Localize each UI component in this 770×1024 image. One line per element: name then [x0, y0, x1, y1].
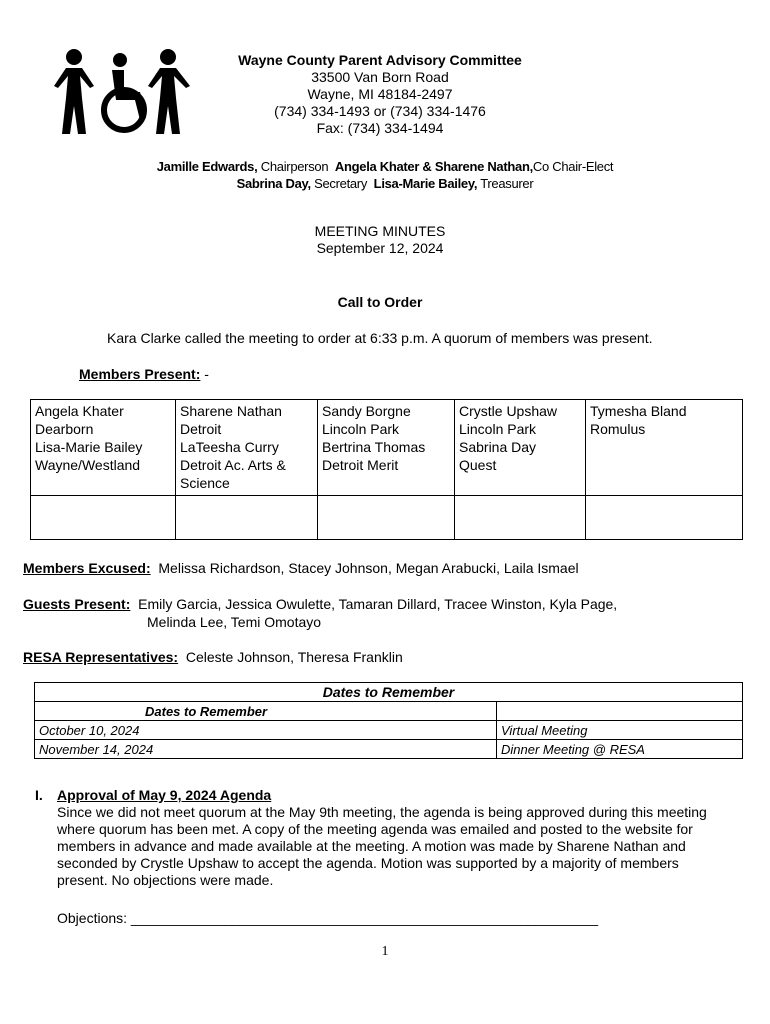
members-present-heading [79, 366, 209, 383]
cochair-role: Co Chair-Elect [532, 159, 614, 174]
member-cell-4: Crystle Upshaw Lincoln Park Sabrina Day Quest [455, 400, 586, 496]
secretary-name: Sabrina Day, [236, 176, 311, 191]
officers-block [60, 158, 710, 192]
table-row [35, 683, 743, 702]
resa-line [23, 649, 403, 666]
address-line-1: 33500 Van Born Road [311, 69, 449, 85]
empty-cell [455, 496, 586, 540]
empty-cell [176, 496, 318, 540]
minutes-title-block [200, 223, 560, 257]
resa-label: RESA Representatives: [23, 649, 179, 665]
empty-cell [586, 496, 743, 540]
guests-present-line-1: Emily Garcia, Jessica Owulette, Tamaran Dillard, Tracee Winston, Kyla Page, [138, 596, 618, 612]
dates-table-subtitle: Dates to Remember [35, 702, 497, 721]
section-body: Since we did not meet quorum at the May 9th meeting, the agenda is being approved during this meeting where quorum has been met. A copy of the meeting agenda was emailed and posted to the website for members in advance and made available at the meeting. A motion was made by Sharene Nathan and seconded by Crystle Upshaw to accept the agenda. Motion was supported by a majority of members present. No objections were made. [57, 804, 707, 888]
guests-present-line-2: Melinda Lee, Temi Omotayo [147, 614, 322, 630]
treasurer-name: Lisa-Marie Bailey, [373, 176, 478, 191]
empty-cell [31, 496, 176, 540]
members-excused-label: Members Excused: [23, 560, 151, 576]
guests-present-label: Guests Present: [23, 596, 131, 612]
members-present-table [30, 399, 743, 540]
chair-role: Chairperson [257, 159, 329, 174]
cochair-names: Angela Khater & Sharene Nathan, [334, 159, 533, 174]
member-cell-5: Tymesha Bland Romulus [586, 400, 743, 496]
member-cell-1: Angela Khater Dearborn Lisa-Marie Bailey Wayne/Westland [31, 400, 176, 496]
page-number: 1 [381, 944, 389, 959]
members-present-suffix: - [200, 366, 209, 382]
table-row [35, 740, 743, 759]
table-row [35, 721, 743, 740]
guests-present-line [23, 596, 617, 613]
address-line-2: Wayne, MI 48184-2497 [307, 86, 453, 102]
table-row [35, 702, 743, 721]
section-title: Approval of May 9, 2024 Agenda [57, 787, 272, 803]
committee-logo [52, 48, 192, 134]
date-cell: November 14, 2024 [35, 740, 497, 759]
secretary-role: Secretary [310, 176, 368, 191]
chair-name: Jamille Edwards, [156, 159, 258, 174]
table-row [31, 496, 743, 540]
letterhead [200, 52, 560, 137]
treasurer-role: Treasurer [477, 176, 534, 191]
org-name: Wayne County Parent Advisory Committee [238, 52, 522, 68]
section-number: I. [35, 787, 43, 803]
section-approval-agenda [35, 787, 735, 897]
members-present-label: Members Present: [79, 366, 201, 382]
fax-line: Fax: (734) 334-1494 [316, 120, 444, 136]
date-cell: October 10, 2024 [35, 721, 497, 740]
empty-cell [497, 702, 743, 721]
members-excused-line [23, 560, 579, 577]
phone-line: (734) 334-1493 or (734) 334-1476 [274, 103, 486, 119]
member-cell-3: Sandy Borgne Lincoln Park Bertrina Thomas Detroit Merit [318, 400, 455, 496]
event-cell: Dinner Meeting @ RESA [497, 740, 743, 759]
dates-table [34, 682, 743, 759]
table-row [31, 400, 743, 496]
resa-text: Celeste Johnson, Theresa Franklin [185, 649, 403, 665]
dates-table-title: Dates to Remember [35, 683, 743, 702]
members-excused-text: Melissa Richardson, Stacey Johnson, Megan Arabucki, Laila Ismael [158, 560, 579, 576]
call-to-order-heading: Call to Order [337, 294, 423, 310]
objections-line: Objections: ____________________________________________________________ [57, 910, 599, 926]
event-cell: Virtual Meeting [497, 721, 743, 740]
member-cell-2: Sharene Nathan Detroit LaTeesha Curry Detroit Ac. Arts & Science [176, 400, 318, 496]
meeting-date: September 12, 2024 [316, 240, 444, 256]
empty-cell [318, 496, 455, 540]
minutes-title: MEETING MINUTES [314, 223, 446, 239]
call-to-order-text: Kara Clarke called the meeting to order at 6:33 p.m. A quorum of members was present. [107, 330, 653, 346]
